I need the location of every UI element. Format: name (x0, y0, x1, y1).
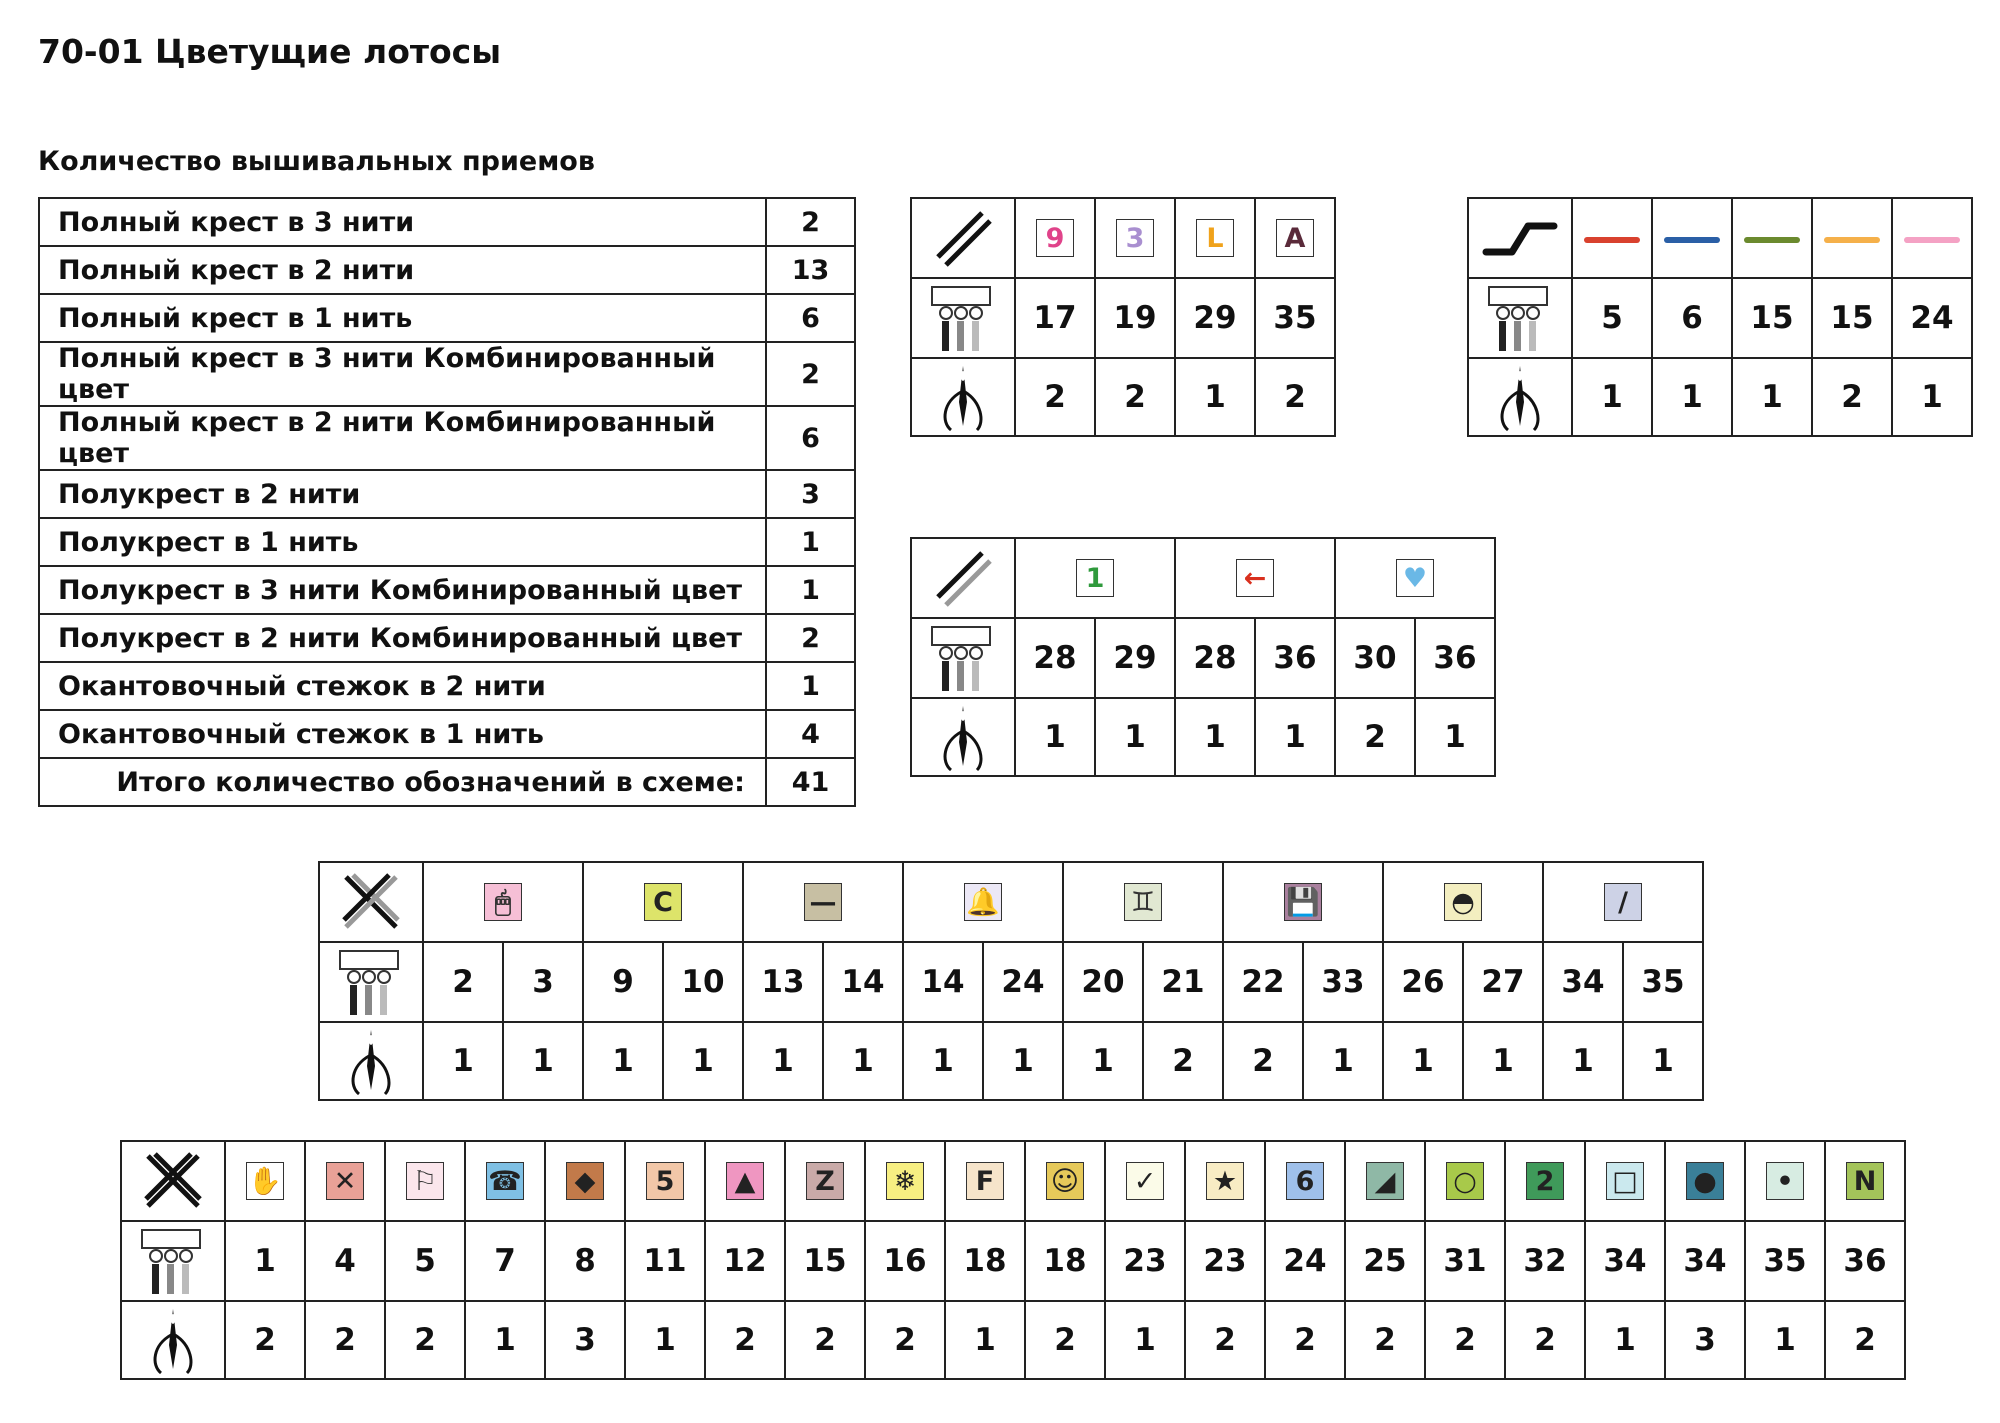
thread-color-number: 36 (1825, 1221, 1905, 1301)
summary-value: 13 (766, 246, 855, 294)
stitch-symbol: ▲ (726, 1162, 764, 1200)
thread-color-number: 25 (1345, 1221, 1425, 1301)
summary-label: Полный крест в 2 нити Комбинированный цвет (39, 406, 766, 470)
thread-count: 3 (1665, 1301, 1745, 1379)
thread-count: 1 (743, 1022, 823, 1100)
needle-icon (911, 698, 1015, 776)
summary-label: Полный крест в 2 нити (39, 246, 766, 294)
thread-color-number: 34 (1585, 1221, 1665, 1301)
stitch-symbol: ♥ (1396, 559, 1434, 597)
thread-count: 1 (1892, 358, 1972, 436)
table-row (1468, 198, 1972, 278)
stitch-symbol-cell (1105, 1141, 1185, 1221)
thread-color-number: 5 (385, 1221, 465, 1301)
stitch-symbol: ◢ (1366, 1162, 1404, 1200)
stitch-symbol: ◆ (566, 1162, 604, 1200)
stitch-symbol-cell (625, 1141, 705, 1221)
summary-total-value: 41 (766, 758, 855, 806)
backstitch-line-swatch (1744, 237, 1800, 243)
table-row (1468, 278, 1972, 358)
summary-value: 1 (766, 662, 855, 710)
summary-row (39, 710, 855, 758)
cross-combined-icon (319, 862, 423, 942)
thread-color-number: 10 (663, 942, 743, 1022)
thread-count: 2 (1345, 1301, 1425, 1379)
needle-icon (911, 358, 1015, 436)
thread-count: 2 (1335, 698, 1415, 776)
thread-count: 1 (1572, 358, 1652, 436)
backstitch-line-swatch (1904, 237, 1960, 243)
summary-label: Полукрест в 3 нити Комбинированный цвет (39, 566, 766, 614)
summary-value: 2 (766, 614, 855, 662)
thread-count: 2 (785, 1301, 865, 1379)
thread-color-number: 24 (1265, 1221, 1345, 1301)
stitch-symbol-cell (1015, 198, 1095, 278)
stitch-symbol-cell (465, 1141, 545, 1221)
summary-label: Полукрест в 2 нити Комбинированный цвет (39, 614, 766, 662)
thread-count: 3 (545, 1301, 625, 1379)
thread-count: 2 (1812, 358, 1892, 436)
thread-color-number: 19 (1095, 278, 1175, 358)
stitch-symbol: ✓ (1126, 1162, 1164, 1200)
backstitch-line-cell (1572, 198, 1652, 278)
stitch-symbol-cell (1505, 1141, 1585, 1221)
thread-count: 1 (945, 1301, 1025, 1379)
thread-count: 1 (1732, 358, 1812, 436)
stitch-symbol-cell (1175, 538, 1335, 618)
stitch-symbol: 5 (646, 1162, 684, 1200)
thread-count: 1 (1745, 1301, 1825, 1379)
stitch-symbol-cell (945, 1141, 1025, 1221)
full-cross-table (120, 1140, 1906, 1380)
stitch-symbol: 💾 (1284, 883, 1322, 921)
stitch-symbol: • (1766, 1162, 1804, 1200)
table-row (911, 358, 1335, 436)
summary-total-row (39, 758, 855, 806)
thread-count: 1 (625, 1301, 705, 1379)
summary-row (39, 518, 855, 566)
stitch-symbol-cell (1383, 862, 1543, 942)
summary-row (39, 406, 855, 470)
stitch-symbol-cell (1265, 1141, 1345, 1221)
thread-color-number: 28 (1175, 618, 1255, 698)
thread-count: 2 (225, 1301, 305, 1379)
stitch-symbol: F (966, 1162, 1004, 1200)
stitch-symbol-cell (1095, 198, 1175, 278)
backstitch-line-cell (1732, 198, 1812, 278)
backstitch-line-swatch (1584, 237, 1640, 243)
thread-color-number: 16 (865, 1221, 945, 1301)
backstitch-icon (1468, 198, 1572, 278)
thread-color-number: 15 (1732, 278, 1812, 358)
thread-count: 1 (503, 1022, 583, 1100)
thread-color-number: 11 (625, 1221, 705, 1301)
thread-count: 2 (305, 1301, 385, 1379)
stitch-symbol-cell (1025, 1141, 1105, 1221)
stitch-symbol: 6 (1286, 1162, 1324, 1200)
stitch-symbol: ❄ (886, 1162, 924, 1200)
thread-color-number: 24 (983, 942, 1063, 1022)
stitch-symbol: 🖱 (484, 883, 522, 921)
thread-count: 1 (1095, 698, 1175, 776)
stitch-symbol: 2 (1526, 1162, 1564, 1200)
thread-colors-icon (911, 278, 1015, 358)
stitch-symbol-cell (423, 862, 583, 942)
thread-color-number: 29 (1175, 278, 1255, 358)
thread-count: 2 (1143, 1022, 1223, 1100)
thread-color-number: 24 (1892, 278, 1972, 358)
table-row (911, 698, 1495, 776)
thread-count: 1 (663, 1022, 743, 1100)
thread-count: 2 (1185, 1301, 1265, 1379)
summary-label: Полный крест в 1 нить (39, 294, 766, 342)
table-row (121, 1221, 1905, 1301)
stitch-symbol-cell (1175, 198, 1255, 278)
half-cross-icon (911, 198, 1015, 278)
thread-colors-icon (121, 1221, 225, 1301)
thread-color-number: 2 (423, 942, 503, 1022)
thread-colors-icon (1468, 278, 1572, 358)
backstitch-line-swatch (1824, 237, 1880, 243)
thread-count: 1 (1303, 1022, 1383, 1100)
thread-count: 1 (983, 1022, 1063, 1100)
stitch-symbol: □ (1606, 1162, 1644, 1200)
stitch-symbol: 🔔 (964, 883, 1002, 921)
thread-color-number: 27 (1463, 942, 1543, 1022)
stitch-symbol: ☺ (1046, 1162, 1084, 1200)
summary-row (39, 294, 855, 342)
stitch-symbol: ● (1686, 1162, 1724, 1200)
cross-combined-table (318, 861, 1704, 1101)
stitch-symbol-cell (1825, 1141, 1905, 1221)
stitch-symbol: ★ (1206, 1162, 1244, 1200)
thread-count: 1 (583, 1022, 663, 1100)
stitch-symbol-cell (865, 1141, 945, 1221)
needle-icon (121, 1301, 225, 1379)
summary-label: Окантовочный стежок в 1 нить (39, 710, 766, 758)
stitch-symbol-cell (305, 1141, 385, 1221)
stitch-symbol-cell (1745, 1141, 1825, 1221)
stitch-symbol: C (644, 883, 682, 921)
stitch-symbol: / (1604, 883, 1642, 921)
thread-color-number: 1 (225, 1221, 305, 1301)
needle-icon (1468, 358, 1572, 436)
table-row (1468, 358, 1972, 436)
stitch-symbol: ○ (1446, 1162, 1484, 1200)
thread-count: 1 (1415, 698, 1495, 776)
thread-count: 1 (1175, 358, 1255, 436)
thread-color-number: 32 (1505, 1221, 1585, 1301)
stitch-symbol: ♊ (1124, 883, 1162, 921)
table-row (319, 862, 1703, 942)
stitch-symbol: L (1196, 219, 1234, 257)
table-row (319, 1022, 1703, 1100)
stitch-symbol-cell (743, 862, 903, 942)
thread-count: 1 (1255, 698, 1335, 776)
thread-count: 2 (1825, 1301, 1905, 1379)
thread-count: 2 (1265, 1301, 1345, 1379)
thread-color-number: 3 (503, 942, 583, 1022)
thread-count: 1 (1585, 1301, 1665, 1379)
stitch-symbol: 1 (1076, 559, 1114, 597)
stitch-symbol: A (1276, 219, 1314, 257)
thread-count: 2 (385, 1301, 465, 1379)
thread-count: 1 (423, 1022, 503, 1100)
thread-count: 1 (1015, 698, 1095, 776)
thread-count: 1 (1543, 1022, 1623, 1100)
summary-table (38, 197, 856, 807)
summary-total-label: Итого количество обозначений в схеме: (39, 758, 766, 806)
stitch-symbol-cell (1335, 538, 1495, 618)
stitch-symbol-cell (1185, 1141, 1265, 1221)
stitch-symbol-cell (1665, 1141, 1745, 1221)
stitch-symbol-cell (583, 862, 743, 942)
backstitch-line-swatch (1664, 237, 1720, 243)
thread-count: 2 (1505, 1301, 1585, 1379)
thread-count: 2 (1095, 358, 1175, 436)
thread-colors-icon (319, 942, 423, 1022)
thread-color-number: 4 (305, 1221, 385, 1301)
thread-color-number: 9 (583, 942, 663, 1022)
stitch-symbol: ◓ (1444, 883, 1482, 921)
thread-color-number: 18 (1025, 1221, 1105, 1301)
stitch-symbol-cell (1063, 862, 1223, 942)
stitch-symbol-cell (1223, 862, 1383, 942)
thread-color-number: 23 (1105, 1221, 1185, 1301)
summary-value: 1 (766, 518, 855, 566)
table-row (121, 1141, 1905, 1221)
stitch-symbol: ⚐ (406, 1162, 444, 1200)
thread-count: 2 (1425, 1301, 1505, 1379)
thread-color-number: 26 (1383, 942, 1463, 1022)
stitch-symbol: Z (806, 1162, 844, 1200)
thread-count: 1 (1383, 1022, 1463, 1100)
stitch-symbol-cell (705, 1141, 785, 1221)
half-cross-combined-table (910, 537, 1496, 777)
thread-color-number: 14 (823, 942, 903, 1022)
summary-row (39, 470, 855, 518)
half-cross-combined-icon (911, 538, 1015, 618)
summary-label: Полукрест в 1 нить (39, 518, 766, 566)
backstitch-table (1467, 197, 1973, 437)
thread-count: 1 (465, 1301, 545, 1379)
stitch-symbol-cell (1255, 198, 1335, 278)
stitch-symbol: ← (1236, 559, 1274, 597)
section-subtitle: Количество вышивальных приемов (38, 146, 595, 177)
table-row (911, 198, 1335, 278)
table-row (911, 538, 1495, 618)
backstitch-line-cell (1892, 198, 1972, 278)
stitch-symbol: N (1846, 1162, 1884, 1200)
thread-count: 2 (1223, 1022, 1303, 1100)
summary-value: 6 (766, 294, 855, 342)
thread-color-number: 36 (1255, 618, 1335, 698)
stitch-symbol-cell (225, 1141, 305, 1221)
thread-color-number: 34 (1543, 942, 1623, 1022)
thread-color-number: 35 (1745, 1221, 1825, 1301)
backstitch-line-cell (1652, 198, 1732, 278)
summary-value: 2 (766, 198, 855, 246)
thread-count: 1 (1623, 1022, 1703, 1100)
stitch-symbol-cell (903, 862, 1063, 942)
thread-count: 2 (1025, 1301, 1105, 1379)
thread-count: 2 (705, 1301, 785, 1379)
summary-row (39, 198, 855, 246)
stitch-symbol-cell (1543, 862, 1703, 942)
thread-color-number: 33 (1303, 942, 1383, 1022)
stitch-symbol-cell (1585, 1141, 1665, 1221)
table-row (911, 618, 1495, 698)
summary-label: Полный крест в 3 нити (39, 198, 766, 246)
thread-color-number: 7 (465, 1221, 545, 1301)
stitch-symbol: ☎ (486, 1162, 524, 1200)
thread-color-number: 18 (945, 1221, 1025, 1301)
thread-color-number: 12 (705, 1221, 785, 1301)
stitch-symbol-cell (1015, 538, 1175, 618)
thread-color-number: 22 (1223, 942, 1303, 1022)
page-title: 70-01 Цветущие лотосы (38, 32, 502, 71)
thread-color-number: 34 (1665, 1221, 1745, 1301)
half-cross-table (910, 197, 1336, 437)
thread-colors-icon (911, 618, 1015, 698)
thread-color-number: 5 (1572, 278, 1652, 358)
summary-label: Полукрест в 2 нити (39, 470, 766, 518)
stitch-symbol: — (804, 883, 842, 921)
stitch-symbol-cell (1345, 1141, 1425, 1221)
table-row (121, 1301, 1905, 1379)
summary-label: Окантовочный стежок в 2 нити (39, 662, 766, 710)
thread-count: 2 (1255, 358, 1335, 436)
thread-count: 1 (1652, 358, 1732, 436)
stitch-symbol-cell (785, 1141, 865, 1221)
summary-value: 6 (766, 406, 855, 470)
thread-color-number: 6 (1652, 278, 1732, 358)
summary-label: Полный крест в 3 нити Комбинированный цвет (39, 342, 766, 406)
summary-value: 4 (766, 710, 855, 758)
summary-row (39, 246, 855, 294)
stitch-symbol: 3 (1116, 219, 1154, 257)
thread-color-number: 21 (1143, 942, 1223, 1022)
thread-count: 1 (823, 1022, 903, 1100)
thread-color-number: 23 (1185, 1221, 1265, 1301)
stitch-symbol: 9 (1036, 219, 1074, 257)
thread-count: 1 (1463, 1022, 1543, 1100)
thread-color-number: 36 (1415, 618, 1495, 698)
thread-count: 1 (1105, 1301, 1185, 1379)
summary-value: 3 (766, 470, 855, 518)
thread-color-number: 35 (1623, 942, 1703, 1022)
full-cross-icon (121, 1141, 225, 1221)
summary-row (39, 662, 855, 710)
thread-color-number: 15 (785, 1221, 865, 1301)
thread-count: 1 (903, 1022, 983, 1100)
table-row (319, 942, 1703, 1022)
thread-color-number: 31 (1425, 1221, 1505, 1301)
thread-color-number: 13 (743, 942, 823, 1022)
stitch-symbol-cell (1425, 1141, 1505, 1221)
thread-color-number: 15 (1812, 278, 1892, 358)
summary-value: 2 (766, 342, 855, 406)
thread-color-number: 29 (1095, 618, 1175, 698)
thread-color-number: 35 (1255, 278, 1335, 358)
needle-icon (319, 1022, 423, 1100)
summary-row (39, 342, 855, 406)
thread-color-number: 20 (1063, 942, 1143, 1022)
thread-count: 1 (1175, 698, 1255, 776)
thread-count: 2 (1015, 358, 1095, 436)
thread-color-number: 8 (545, 1221, 625, 1301)
summary-row (39, 614, 855, 662)
backstitch-line-cell (1812, 198, 1892, 278)
summary-value: 1 (766, 566, 855, 614)
table-row (911, 278, 1335, 358)
thread-color-number: 30 (1335, 618, 1415, 698)
stitch-symbol: ✕ (326, 1162, 364, 1200)
thread-count: 1 (1063, 1022, 1143, 1100)
thread-color-number: 28 (1015, 618, 1095, 698)
stitch-symbol-cell (545, 1141, 625, 1221)
stitch-symbol: ✋ (246, 1162, 284, 1200)
thread-color-number: 14 (903, 942, 983, 1022)
summary-row (39, 566, 855, 614)
thread-color-number: 17 (1015, 278, 1095, 358)
stitch-symbol-cell (385, 1141, 465, 1221)
thread-count: 2 (865, 1301, 945, 1379)
